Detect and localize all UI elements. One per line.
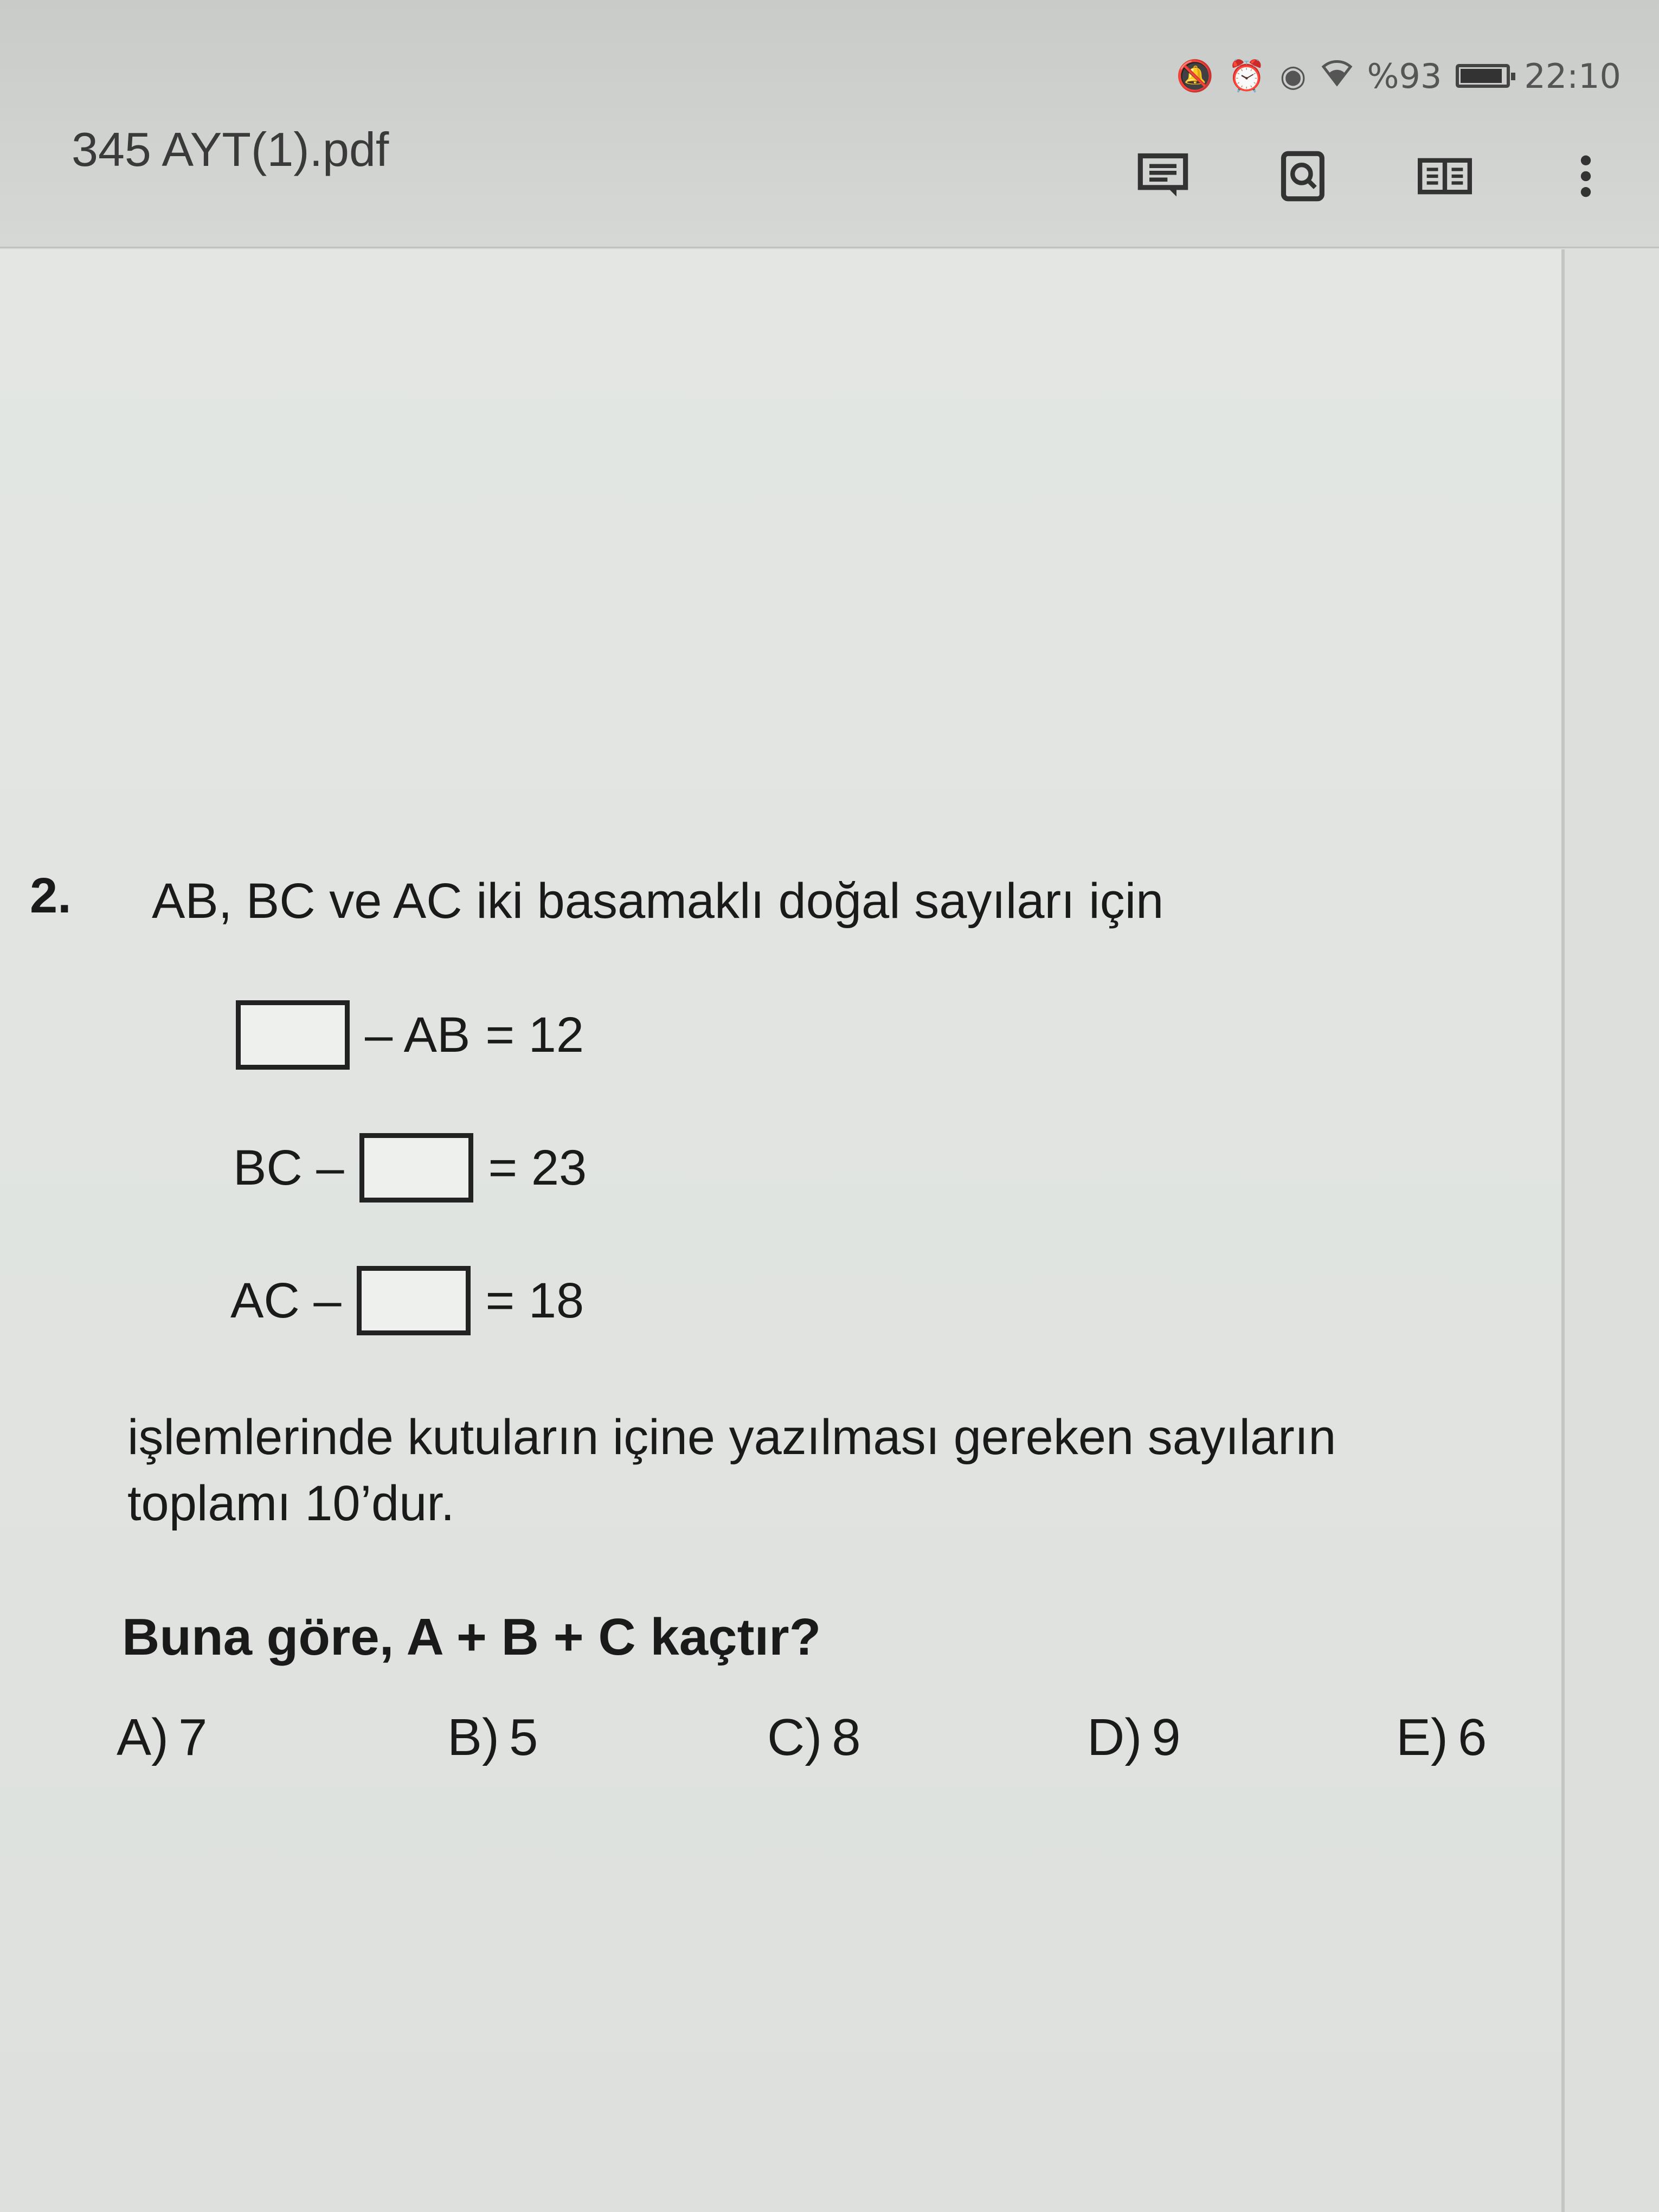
question-number: 2.: [30, 868, 72, 923]
option-b[interactable]: [447, 1708, 538, 1767]
reading-mode-button[interactable]: [1415, 146, 1475, 206]
option-value: 6: [1458, 1708, 1487, 1766]
comment-button[interactable]: [1133, 146, 1193, 206]
eye-icon: ◉: [1279, 58, 1307, 94]
option-value: 8: [832, 1708, 861, 1766]
mute-icon: 🔕: [1176, 59, 1214, 94]
option-value: 9: [1152, 1708, 1181, 1766]
answer-box: [359, 1133, 473, 1203]
more-vert-icon: [1559, 149, 1613, 203]
question-prompt: Buna göre, A + B + C kaçtır?: [122, 1608, 821, 1666]
comment-icon: [1136, 149, 1190, 203]
equation-result: = 18: [485, 1272, 584, 1328]
option-d[interactable]: [1087, 1708, 1181, 1767]
equation-result: = 23: [488, 1140, 587, 1195]
more-options-button[interactable]: [1556, 146, 1616, 206]
option-label: C): [767, 1708, 822, 1766]
question-paragraph: işlemlerinde kutuların içine yazılması gereken sayıların toplamı 10’dur.: [127, 1410, 1336, 1531]
option-label: D): [1087, 1708, 1142, 1766]
equation-1: [236, 1000, 584, 1070]
battery-icon: [1456, 64, 1510, 88]
toolbar: [1133, 146, 1616, 206]
equation-term: BC –: [233, 1140, 344, 1195]
app-header: [0, 0, 1659, 248]
option-value: 7: [178, 1708, 208, 1766]
pdf-page[interactable]: [0, 249, 1565, 2212]
answer-box: [357, 1266, 471, 1335]
alarm-icon: ⏰: [1227, 59, 1266, 94]
equation-term: AC –: [230, 1272, 342, 1328]
option-label: A): [117, 1708, 169, 1766]
option-c[interactable]: [767, 1708, 861, 1767]
question-intro: AB, BC ve AC iki basamaklı doğal sayıları için: [152, 873, 1164, 929]
option-e[interactable]: [1396, 1708, 1487, 1767]
reading-mode-icon: [1418, 149, 1472, 203]
search-button[interactable]: [1274, 146, 1334, 206]
search-icon: [1277, 149, 1331, 203]
option-label: B): [447, 1708, 499, 1766]
document-title: 345 AYT(1).pdf: [72, 123, 389, 176]
clock: 22:10: [1524, 56, 1621, 96]
equation-2: [233, 1133, 587, 1203]
option-a[interactable]: [117, 1708, 207, 1767]
equation-3: [230, 1266, 584, 1335]
equation-result: = 12: [485, 1007, 584, 1063]
option-value: 5: [509, 1708, 538, 1766]
status-bar: [1176, 52, 1621, 100]
equation-term: – AB: [365, 1007, 471, 1063]
battery-percent: %93: [1367, 56, 1442, 96]
option-label: E): [1396, 1708, 1448, 1766]
answer-box: [236, 1000, 350, 1070]
wifi-icon: [1321, 57, 1353, 95]
